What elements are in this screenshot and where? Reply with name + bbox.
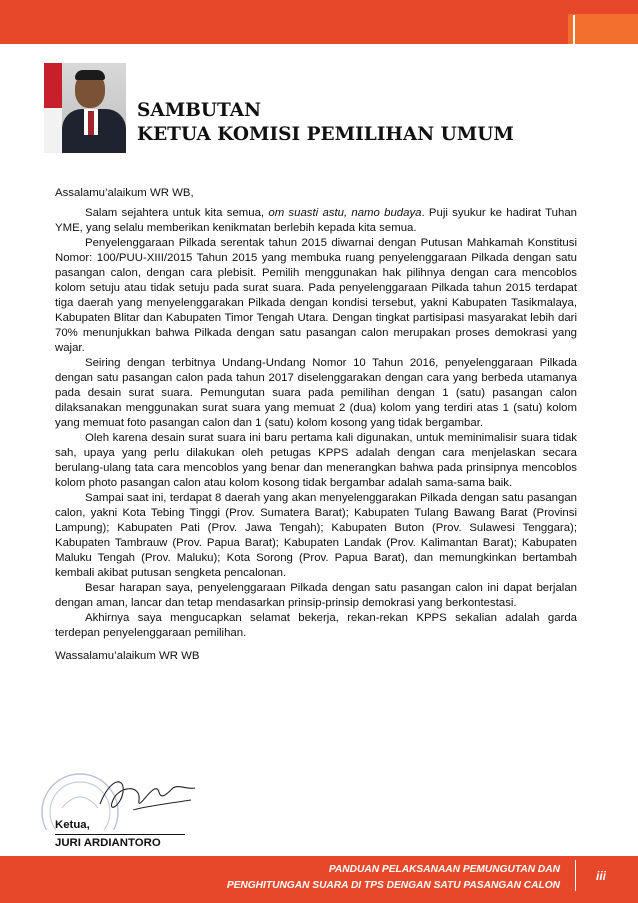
page-title-line2: KETUA KOMISI PEMILIHAN UMUM	[137, 124, 514, 145]
footer-publication-title	[227, 862, 560, 894]
top-header-bar	[0, 0, 638, 44]
signatory-title: Ketua,	[55, 817, 185, 835]
paragraph-1	[55, 206, 577, 236]
signatory-name: JURI ARDIANTORO	[55, 837, 161, 849]
greeting: Assalamu’alaikum WR WB,	[55, 187, 194, 199]
paragraph-6: Besar harapan saya, penyelenggaraan Pilkada dengan satu pasangan calon ini dapat berjalan dengan aman, lancar dan tetap mendasarkan prinsip-prinsip demokrasi yang berkontestasi.	[55, 582, 577, 609]
paragraph-2: Penyelenggaraan Pilkada serentak tahun 2015 diwarnai dengan Putusan Mahkamah Konstitusi Nomor: 100/PUU-XIII/2015 Tahun 2015 yang membuka ruang penyelenggaraan Pilkada dengan satu pasangan calon, dengan cara plebisit. Pemilih menggunakan hak pilihnya dengan cara mencoblos kolom setuju atau tidak setuju pada surat suara. Pada penyelenggaraan Pilkada tahun 2015 terdapat tiga daerah yang menyelenggarakan Pilkada dengan kondisi tersebut, yakni Kabupaten Tasikmalaya, Kabupaten Blitar dan Kabupaten Timor Tengah Utara. Dengan tingkat partisipasi masyarakat lebih dari 70% menunjukkan bahwa Pilkada dengan satu pasangan calon merupakan proses demokrasi yang wajar.	[55, 237, 577, 354]
closing-salutation: Wassalamu’alaikum WR WB	[55, 650, 200, 662]
letter-body	[55, 186, 577, 664]
portrait-photo	[44, 63, 126, 153]
page-title-line1: SAMBUTAN	[137, 100, 261, 121]
footer-line2: PENGHITUNGAN SUARA DI TPS DENGAN SATU PASANGAN CALON	[226, 880, 560, 891]
portrait-hair	[75, 70, 105, 80]
paragraph-4: Oleh karena desain surat suara ini baru pertama kali digunakan, untuk meminimalisir suara tidak sah, upaya yang perlu dilakukan oleh petugas KPPS adalah dengan cara menjelaskan secara berulang-ulang tata cara mencoblos yang benar dan menerangkan bahwa pada prinsipnya mencoblos kolom photo pasangan calon atau kolom kosong tidak bergambar adalah sama-sama baik.	[55, 432, 577, 489]
flag-red-stripe	[44, 63, 62, 108]
paragraph-7: Akhirnya saya mengucapkan selamat bekerja, rekan-rekan KPPS sekalian adalah garda terdepan penyelenggaraan pemilihan.	[55, 612, 577, 639]
footer-divider	[575, 860, 576, 891]
page-number: iii	[596, 869, 607, 883]
paragraph-1-end: . Puji syukur ke hadirat Tuhan YME, yang selalu memberikan kenikmatan berlebih kepada kita semua.	[55, 207, 578, 234]
paragraph-1-start: Salam sejahtera untuk kita semua,	[85, 207, 269, 219]
footer-line1: PANDUAN PELAKSANAAN PEMUNGUTAN DAN	[328, 864, 560, 875]
paragraph-5: Sampai saat ini, terdapat 8 daerah yang akan menyelenggarakan Pilkada dengan satu pasangan calon, yakni Kota Tebing Tinggi (Prov. Sumatera Barat); Kabupaten Tulang Bawang Barat (Provinsi Lampung); Kabupaten Pati (Prov. Jawa Tengah); Kabupaten Buton (Prov. Sulawesi Tenggara); Kabupaten Tambrauw (Prov. Papua Barat); Kabupaten Landak (Prov. Kalimantan Barat); Kabupaten Maluku Tengah (Prov. Maluku); Kota Sorong (Prov. Papua Barat), dan memungkinkan bertambah kembali akibat putusan sengketa pencalonan.	[55, 492, 577, 579]
paragraph-1-italic: om suasti astu, namo budaya	[268, 207, 422, 219]
portrait-tie	[88, 111, 94, 135]
flag-white-stripe	[44, 108, 62, 153]
top-header-accent	[568, 14, 638, 44]
footer-bar	[0, 856, 638, 903]
page-title	[137, 99, 514, 147]
paragraph-3: Seiring dengan terbitnya Undang-Undang Nomor 10 Tahun 2016, penyelenggaraan Pilkada dengan satu pasangan calon pada tahun 2017 diselenggarakan dengan cara yang berbeda utamanya pada desain surat suara. Pemungutan suara pada pemilihan dengan 1 (satu) pasangan calon dilaksanakan menggunakan surat suara yang memuat 2 (dua) kolom yang terdiri atas 1 (satu) kolom yang memuat foto pasangan calon dan 1 (satu) kolom kosong yang tidak bergambar.	[55, 357, 577, 429]
signature-block	[55, 817, 185, 852]
top-header-divider	[573, 15, 575, 44]
